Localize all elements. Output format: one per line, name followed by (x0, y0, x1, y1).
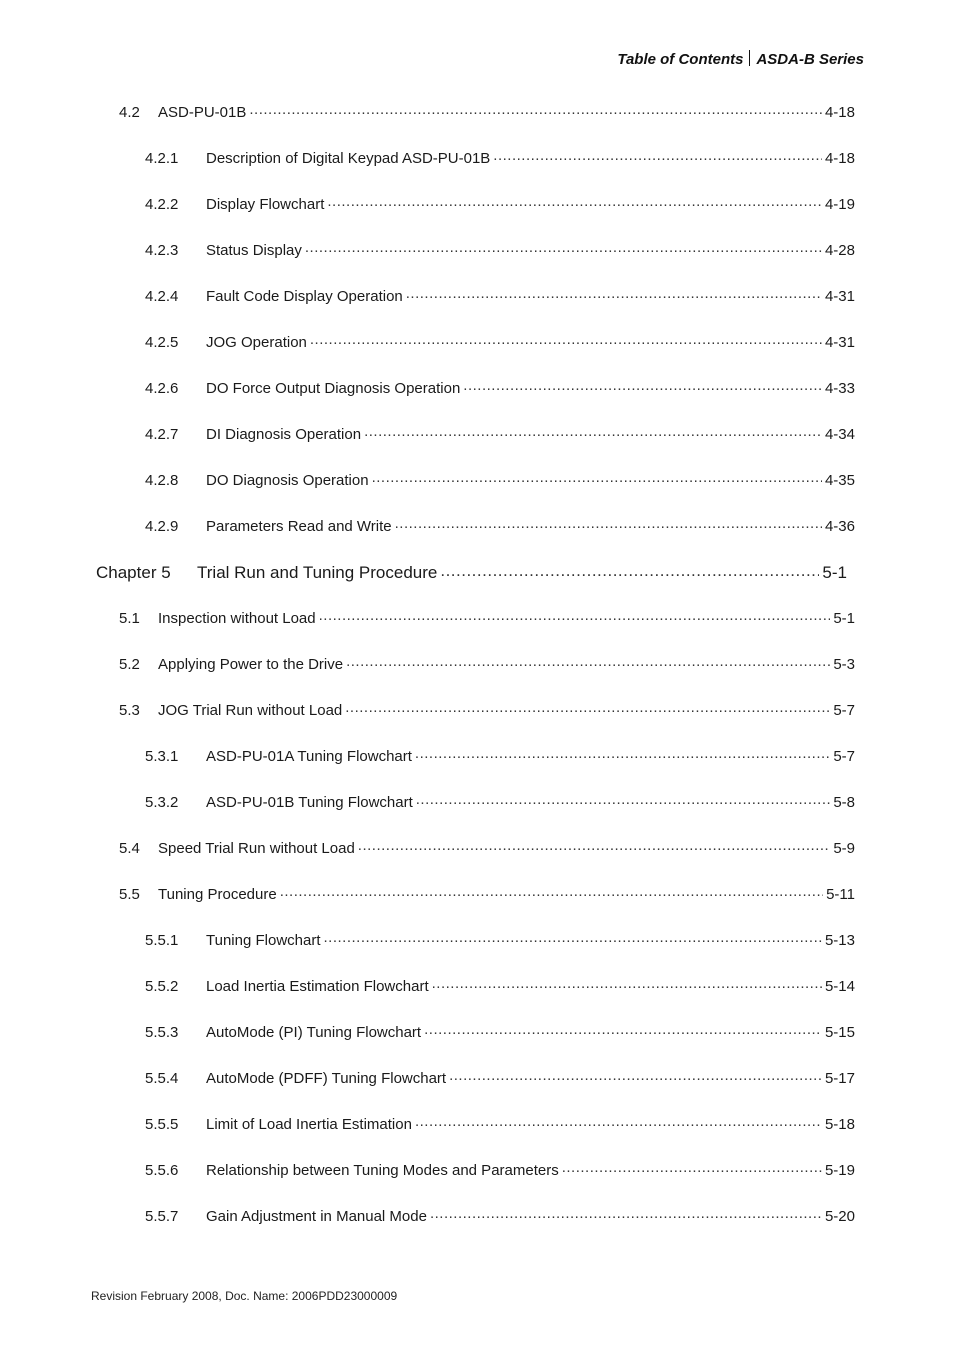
toc-entry-number: 5.5.2 (145, 978, 179, 995)
page-footer: Revision February 2008, Doc. Name: 2006PDD23000009 (91, 1289, 398, 1303)
dot-leader (463, 379, 822, 393)
toc-entry-number: 4.2.6 (145, 380, 179, 397)
dot-leader (345, 701, 830, 715)
toc-entry-page: 4-33 (824, 380, 855, 397)
toc-entry-page: 4-18 (824, 104, 855, 121)
toc-entry[interactable] (119, 103, 855, 123)
toc-entry-title: JOG Trial Run without Load (158, 702, 343, 719)
header-series-name: ASDA-B Series (756, 51, 864, 68)
toc-entry-number: 4.2.1 (145, 150, 179, 167)
dot-leader (346, 655, 830, 669)
toc-entry-title: Status Display (206, 242, 302, 259)
toc-entry[interactable] (145, 931, 855, 951)
dot-leader (406, 287, 822, 301)
toc-entry-page: 5-19 (824, 1162, 855, 1179)
toc-entry-number: 4.2.3 (145, 242, 179, 259)
toc-entry-number: 5.5.3 (145, 1024, 179, 1041)
toc-entry-number: 4.2.5 (145, 334, 179, 351)
toc-entry-page: 5-1 (833, 610, 855, 627)
toc-chapter-entry[interactable] (96, 563, 847, 583)
toc-entry[interactable] (145, 1115, 855, 1135)
dot-leader (280, 885, 823, 899)
dot-leader (364, 425, 822, 439)
toc-entry[interactable] (145, 1207, 855, 1227)
toc-entry-title: DO Diagnosis Operation (206, 472, 369, 489)
toc-entry-number: 5.5.1 (145, 932, 179, 949)
dot-leader (440, 564, 819, 578)
toc-entry-title: ASD-PU-01B Tuning Flowchart (206, 794, 413, 811)
header-separator (749, 50, 750, 66)
toc-entry[interactable] (145, 793, 855, 813)
toc-entry[interactable] (145, 747, 855, 767)
toc-entry-number: 5.1 (119, 610, 140, 627)
toc-entry-page: 5-13 (824, 932, 855, 949)
toc-entry-number: 5.5 (119, 886, 140, 903)
toc-entry-page: 5-17 (824, 1070, 855, 1087)
toc-entry-number: 5.3.2 (145, 794, 179, 811)
toc-entry-page: 5-8 (833, 794, 855, 811)
toc-entry[interactable] (145, 1023, 855, 1043)
dot-leader (327, 195, 822, 209)
toc-entry-title: DO Force Output Diagnosis Operation (206, 380, 461, 397)
toc-entry-page: 5-7 (833, 748, 855, 765)
toc-entry-page: 4-35 (824, 472, 855, 489)
toc-entry[interactable] (145, 149, 855, 169)
toc-entry-title: Fault Code Display Operation (206, 288, 403, 305)
toc-entry-number: 4.2.2 (145, 196, 179, 213)
toc-entry-title: Display Flowchart (206, 196, 325, 213)
running-header (617, 50, 864, 68)
toc-entry-number: 5.4 (119, 840, 140, 857)
toc-entry-page: 4-31 (824, 334, 855, 351)
toc-entry[interactable] (145, 195, 855, 215)
toc-entry-page: 4-28 (824, 242, 855, 259)
toc-entry-number: 5.5.4 (145, 1070, 179, 1087)
toc-entry-number: 5.3 (119, 702, 140, 719)
toc-entry-title: Description of Digital Keypad ASD-PU-01B (206, 150, 491, 167)
dot-leader (415, 747, 830, 761)
dot-leader (449, 1069, 822, 1083)
toc-entry[interactable] (119, 609, 855, 629)
dot-leader (430, 1207, 822, 1221)
toc-entry[interactable] (145, 241, 855, 261)
toc-entry-title: Tuning Procedure (158, 886, 277, 903)
toc-entry[interactable] (145, 471, 855, 491)
toc-entry-title: Gain Adjustment in Manual Mode (206, 1208, 427, 1225)
toc-chapter-title: Trial Run and Tuning Procedure (197, 563, 438, 582)
toc-entry-number: 4.2 (119, 104, 140, 121)
toc-entry[interactable] (145, 287, 855, 307)
toc-entry-number: 5.3.1 (145, 748, 179, 765)
dot-leader (310, 333, 822, 347)
dot-leader (395, 517, 822, 531)
toc-entry[interactable] (119, 655, 855, 675)
toc-entry-title: Speed Trial Run without Load (158, 840, 355, 857)
toc-entry-title: Load Inertia Estimation Flowchart (206, 978, 429, 995)
toc-entry-page: 4-34 (824, 426, 855, 443)
toc-entry[interactable] (145, 333, 855, 353)
dot-leader (372, 471, 822, 485)
dot-leader (432, 977, 822, 991)
toc-entry-page: 4-19 (824, 196, 855, 213)
toc-entry-title: AutoMode (PI) Tuning Flowchart (206, 1024, 422, 1041)
toc-entry-page: 5-7 (833, 702, 855, 719)
toc-entry-page: 5-9 (833, 840, 855, 857)
toc-entry-page: 5-18 (824, 1116, 855, 1133)
dot-leader (415, 1115, 822, 1129)
dot-leader (319, 609, 831, 623)
dot-leader (562, 1161, 822, 1175)
toc-entry[interactable] (145, 1161, 855, 1181)
dot-leader (416, 793, 831, 807)
toc-entry-number: 4.2.9 (145, 518, 179, 535)
toc-entry-number: 5.5.5 (145, 1116, 179, 1133)
toc-entry[interactable] (119, 885, 855, 905)
toc-entry-number: 4.2.4 (145, 288, 179, 305)
dot-leader (324, 931, 822, 945)
dot-leader (249, 103, 822, 117)
toc-entry-page: 4-18 (824, 150, 855, 167)
toc-entry-number: 5.2 (119, 656, 140, 673)
toc-entry-page: 5-14 (824, 978, 855, 995)
dot-leader (305, 241, 822, 255)
toc-entry-number: 5.5.6 (145, 1162, 179, 1179)
toc-entry-title: Tuning Flowchart (206, 932, 321, 949)
toc-entry-number: 4.2.7 (145, 426, 179, 443)
toc-entry[interactable] (145, 379, 855, 399)
toc-entry-title: DI Diagnosis Operation (206, 426, 362, 443)
toc-entry-title: Relationship between Tuning Modes and Parameters (206, 1162, 559, 1179)
toc-entry-title: Applying Power to the Drive (158, 656, 344, 673)
toc-entry-title: ASD-PU-01B (158, 104, 247, 121)
toc-entry[interactable] (119, 701, 855, 721)
toc-entry-title: Limit of Load Inertia Estimation (206, 1116, 412, 1133)
dot-leader (493, 149, 822, 163)
toc-entry-page: 5-11 (826, 886, 855, 903)
toc-entry-title: AutoMode (PDFF) Tuning Flowchart (206, 1070, 447, 1087)
toc-entry-title: Parameters Read and Write (206, 518, 392, 535)
toc-entry[interactable] (145, 977, 855, 997)
toc-entry-title: ASD-PU-01A Tuning Flowchart (206, 748, 412, 765)
toc-entry[interactable] (119, 839, 855, 859)
toc-entry[interactable] (145, 517, 855, 537)
toc-entry-number: 4.2.8 (145, 472, 179, 489)
toc-entry[interactable] (145, 1069, 855, 1089)
toc-chapter-number: Chapter 5 (96, 563, 171, 582)
toc-entry[interactable] (145, 425, 855, 445)
toc-entry-page: 4-31 (824, 288, 855, 305)
dot-leader (424, 1023, 822, 1037)
dot-leader (358, 839, 831, 853)
toc-entry-title: JOG Operation (206, 334, 307, 351)
toc-entry-page: 5-20 (824, 1208, 855, 1225)
header-section-title: Table of Contents (617, 51, 744, 68)
toc-entry-title: Inspection without Load (158, 610, 316, 627)
toc-entry-page: 5-15 (824, 1024, 855, 1041)
toc-entry-number: 5.5.7 (145, 1208, 179, 1225)
toc-entry-page: 5-3 (833, 656, 855, 673)
toc-chapter-page: 5-1 (822, 563, 847, 582)
toc-entry-page: 4-36 (824, 518, 855, 535)
